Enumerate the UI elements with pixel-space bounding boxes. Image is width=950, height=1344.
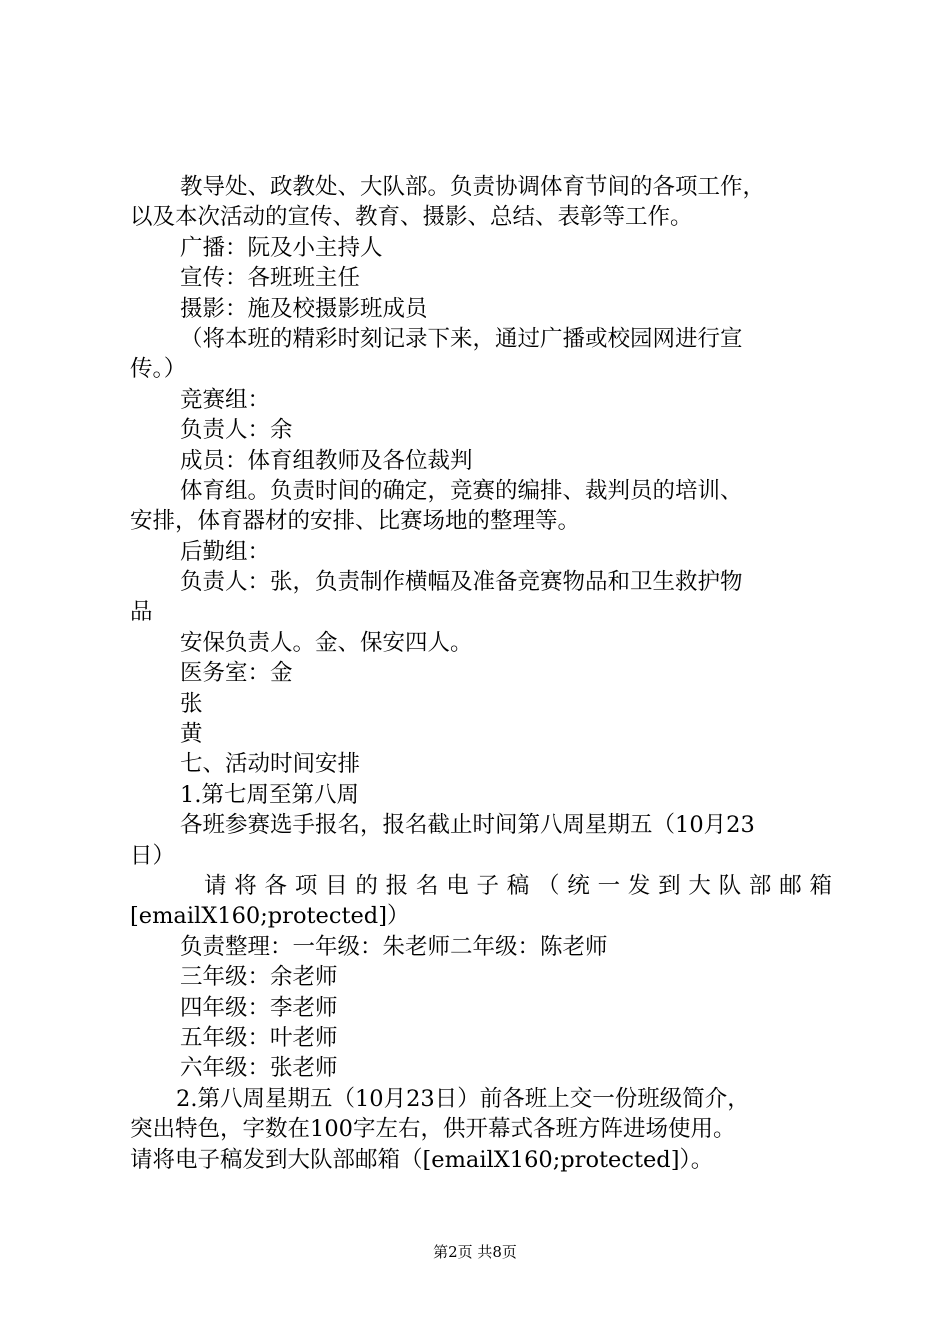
text-line: 医务室：金 xyxy=(180,660,293,687)
document-body xyxy=(130,172,832,1175)
text-line: 突出特色，字数在100字左右，供开幕式各班方阵进场使用。 xyxy=(130,1116,736,1143)
text-line: 传。） xyxy=(130,356,187,383)
text-line: 四年级：李老师 xyxy=(180,994,338,1021)
page-footer: 第2页 共8页 xyxy=(433,1243,517,1261)
text-line: 负责整理：一年级：朱老师二年级：陈老师 xyxy=(180,933,608,960)
text-line: 后勤组： xyxy=(180,538,271,565)
text-line: 1.第七周至第八周 xyxy=(180,781,359,808)
text-line: 教导处、政教处、大队部。负责协调体育节间的各项工作， xyxy=(180,174,766,200)
text-line: 日） xyxy=(130,842,176,869)
text-line: 品 xyxy=(130,599,153,626)
section-heading: 七、活动时间安排 xyxy=(180,751,361,778)
text-line: 请将各项目的报名电子稿（统一发到大队部邮箱 xyxy=(204,872,832,899)
text-line: 负责人：张，负责制作横幅及准备竞赛物品和卫生救护物 xyxy=(180,569,743,596)
text-line: 黄 xyxy=(180,721,203,748)
text-line: 负责人：余 xyxy=(180,417,293,444)
text-line: 以及本次活动的宣传、教育、摄影、总结、表彰等工作。 xyxy=(130,204,693,231)
text-line: 请将电子稿发到大队部邮箱（[emailX160;protected]）。 xyxy=(130,1146,714,1173)
text-line: 各班参赛选手报名，报名截止时间第八周星期五（10月23 xyxy=(180,812,755,839)
text-line: （将本班的精彩时刻记录下来，通过广播或校园网进行宣 xyxy=(180,325,743,352)
text-line: 五年级：叶老师 xyxy=(180,1024,338,1051)
text-line: 安保负责人。金、保安四人。 xyxy=(180,629,473,656)
text-line: 体育组。负责时间的确定，竞赛的编排、裁判员的培训、 xyxy=(180,477,743,504)
text-line: 2.第八周星期五（10月23日）前各班上交一份班级简介， xyxy=(176,1085,750,1112)
text-line: [emailX160;protected]） xyxy=(130,903,410,930)
text-line: 竞赛组： xyxy=(180,386,271,413)
text-line: 六年级：张老师 xyxy=(180,1055,338,1082)
text-line: 张 xyxy=(180,690,203,717)
text-line: 成员：体育组教师及各位裁判 xyxy=(180,447,473,474)
text-line: 三年级：余老师 xyxy=(180,964,338,991)
text-line: 摄影：施及校摄影班成员 xyxy=(180,295,428,322)
text-line: 广播：阮及小主持人 xyxy=(180,234,383,261)
text-line: 宣传：各班班主任 xyxy=(180,265,361,292)
text-line: 安排，体育器材的安排、比赛场地的整理等。 xyxy=(130,508,581,535)
